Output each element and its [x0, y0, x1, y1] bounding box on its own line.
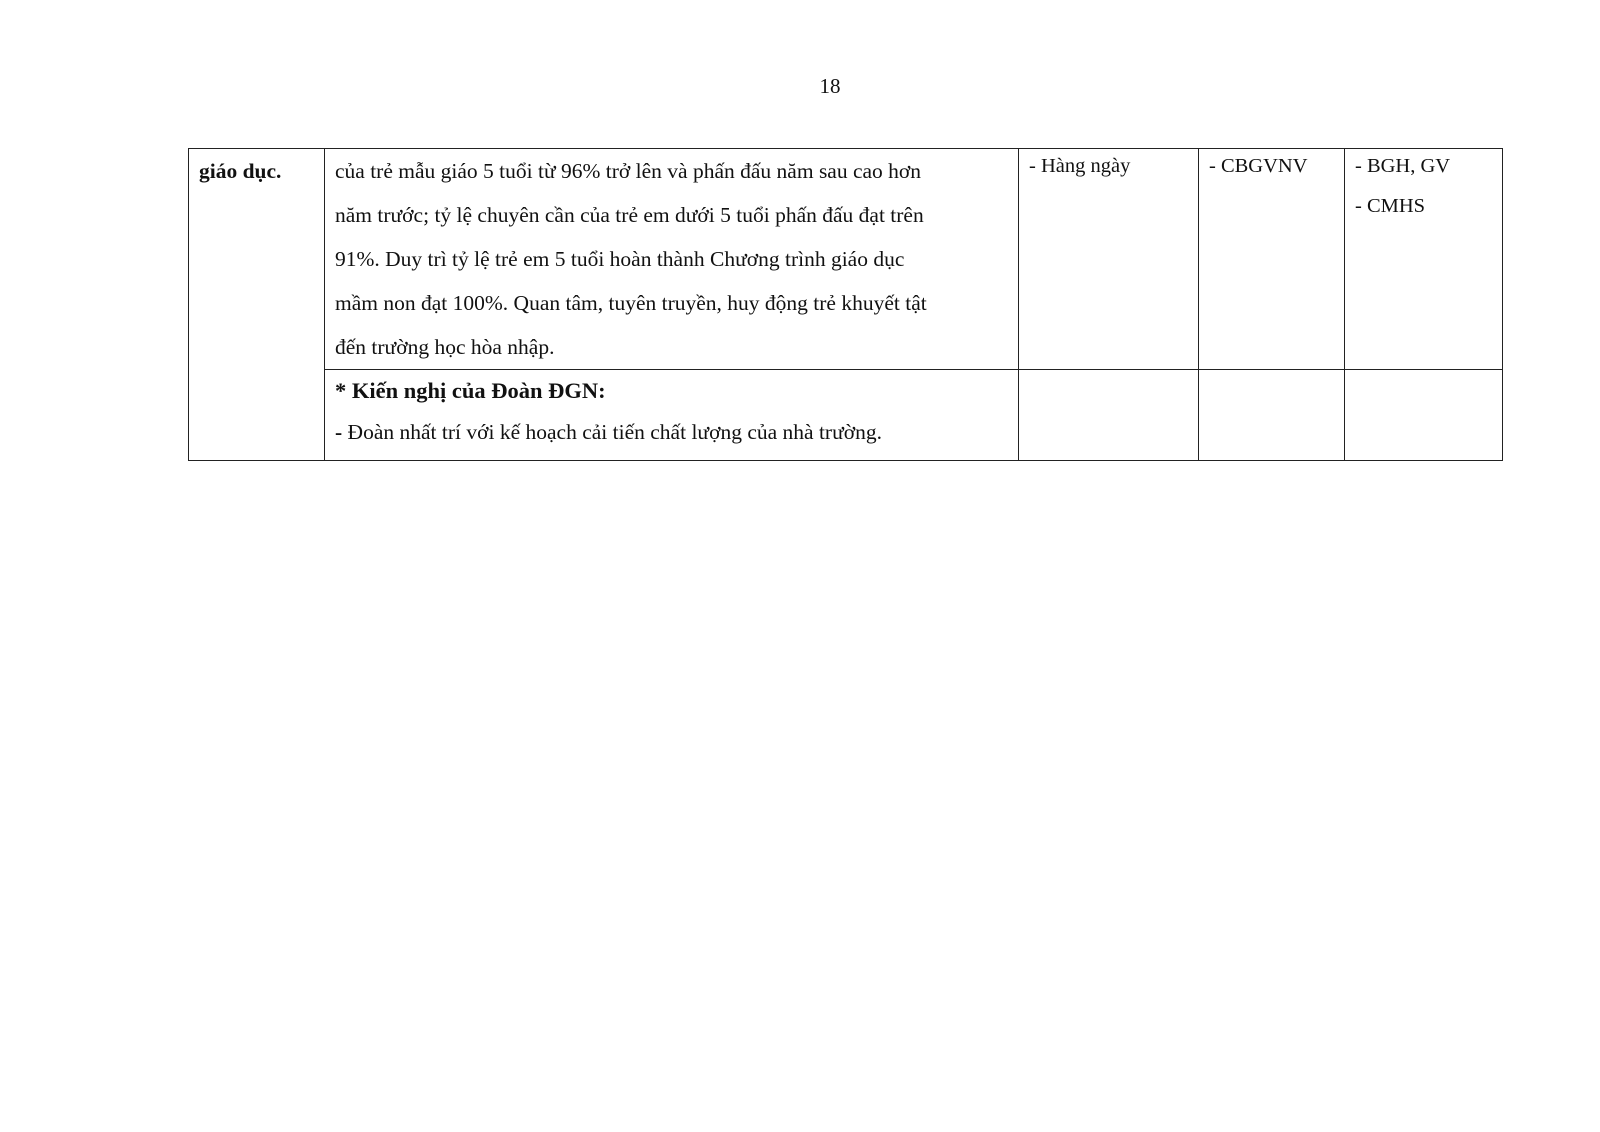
recommendation-text-line: [335, 412, 1008, 452]
recommendation-cell: [325, 370, 1019, 461]
time-cell: [1019, 149, 1199, 370]
content-line: 91%. Duy trì tỷ lệ trẻ em 5 tuổi hoàn thành Chương trình giáo dục: [335, 247, 905, 271]
area-label: giáo dục.: [199, 159, 282, 183]
content-line: của trẻ mẫu giáo 5 tuổi từ 96% trở lên và phấn đấu năm sau cao hơn: [335, 159, 922, 183]
improvement-plan-table: [188, 148, 1503, 461]
empty-cell: [1019, 370, 1199, 461]
coordinator-cell: [1345, 149, 1503, 370]
responsible-cell: [1199, 149, 1345, 370]
content-line: đến trường học hòa nhập.: [335, 335, 555, 359]
table-row: [189, 149, 1503, 370]
empty-cell: [1345, 370, 1503, 461]
recommendation-text: Đoàn nhất trí với kế hoạch cải tiến chất lượng của nhà trường.: [342, 420, 882, 444]
coordinator-line: - CMHS: [1355, 195, 1426, 217]
table-row: [189, 370, 1503, 461]
page-number: 18: [819, 74, 841, 98]
content-cell: [325, 149, 1019, 370]
area-cell: [189, 149, 325, 461]
content-line: mầm non đạt 100%. Quan tâm, tuyên truyền, huy động trẻ khuyết tật: [335, 291, 927, 315]
content-line: năm trước; tỷ lệ chuyên cần của trẻ em dưới 5 tuổi phấn đấu đạt trên: [335, 203, 924, 227]
responsible-text: - CBGVNV: [1209, 155, 1308, 177]
coordinator-line: - BGH, GV: [1355, 155, 1451, 177]
recommendation-title: * Kiến nghị của Đoàn ĐGN:: [335, 378, 606, 403]
time-text: - Hàng ngày: [1029, 155, 1131, 177]
empty-cell: [1199, 370, 1345, 461]
recommendation-dash: -: [335, 420, 343, 444]
